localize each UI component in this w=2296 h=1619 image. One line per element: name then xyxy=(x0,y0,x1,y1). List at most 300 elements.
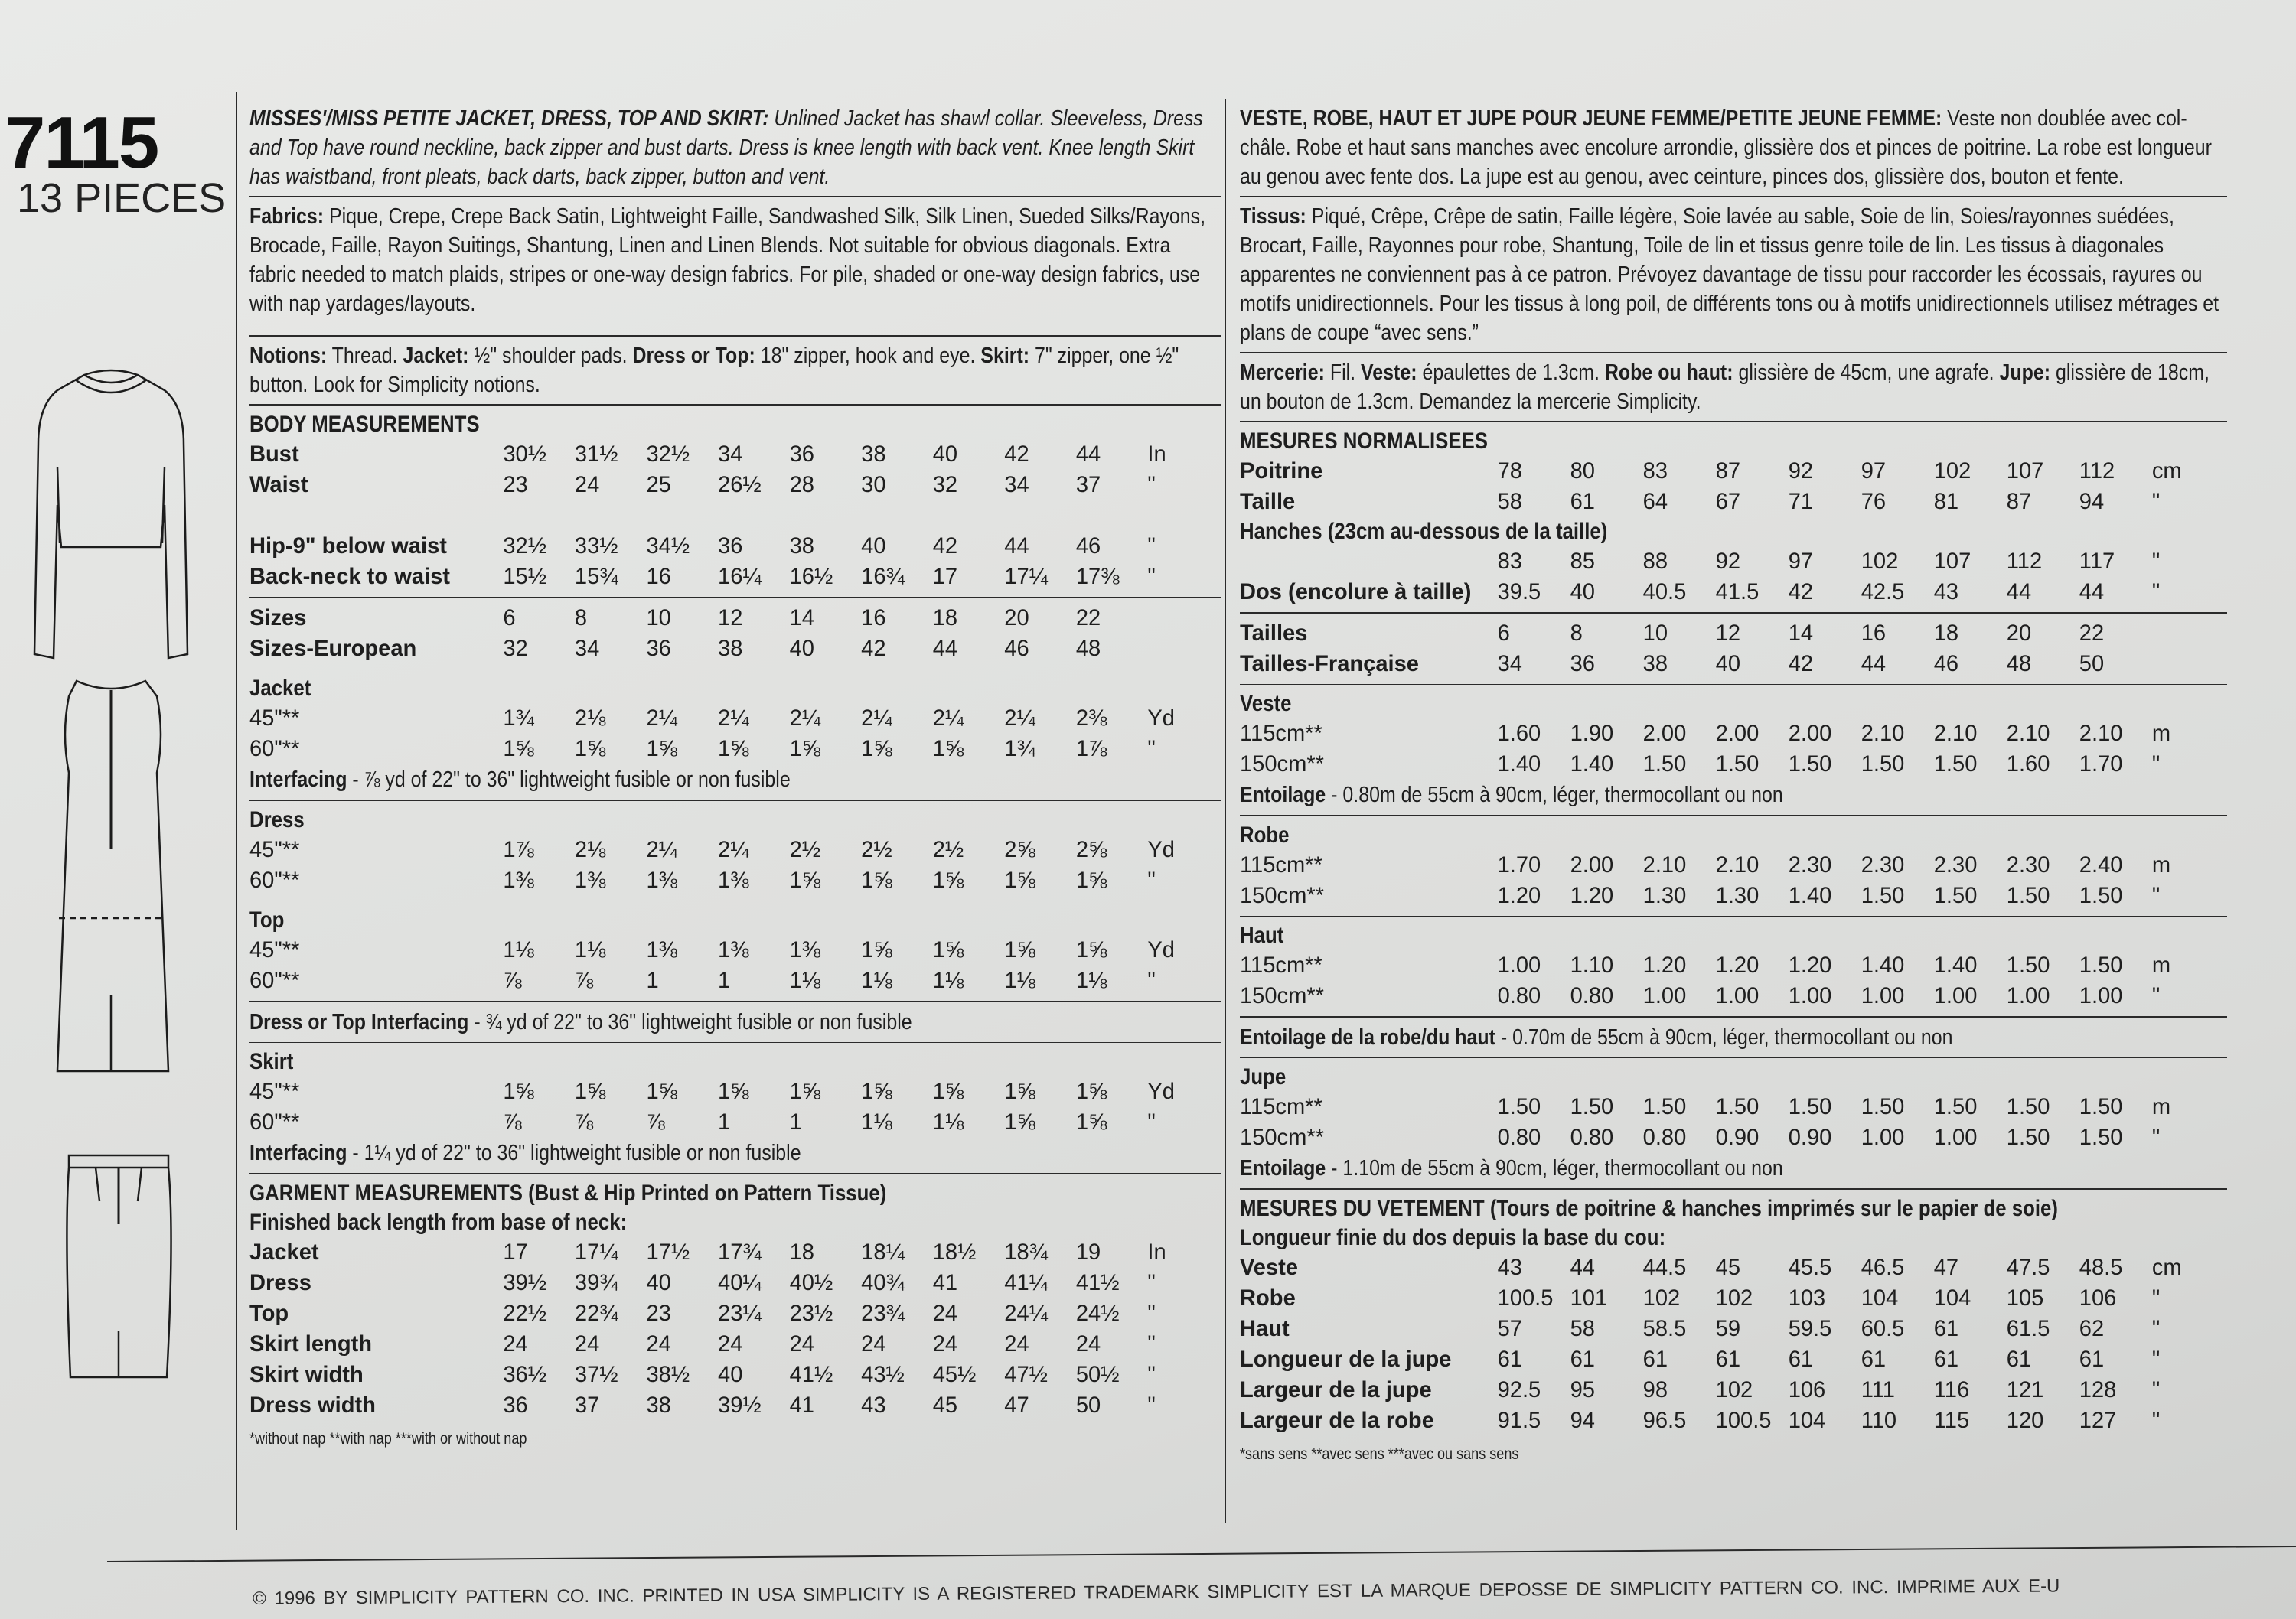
unit-cell: " xyxy=(1147,1300,1156,1326)
table-cell: 44 xyxy=(2006,579,2032,604)
table-cell: 36½ xyxy=(503,1361,546,1387)
table-cell: 47 xyxy=(1004,1392,1029,1418)
table-cell: ⅞ xyxy=(574,1109,594,1135)
table-cell: 44 xyxy=(932,635,958,661)
table-cell: 46.5 xyxy=(1861,1254,1905,1280)
table-cell: 2.00 xyxy=(1715,721,1760,746)
table-cell: 40½ xyxy=(789,1269,833,1295)
fabrics-label-en: Fabrics: xyxy=(249,204,325,229)
table-cell: 14 xyxy=(1788,620,1814,646)
table-cell: 1⅝ xyxy=(574,1079,606,1104)
unit-cell: " xyxy=(1147,867,1156,893)
table-cell: 61.5 xyxy=(2006,1315,2050,1341)
table-cell: 58.5 xyxy=(1642,1315,1687,1341)
table-cell: 1⅝ xyxy=(574,736,606,761)
notions-text-en: Thread. Jacket: ½" shoulder pads. Dress or Top: 18" zipper, hook and eye. Skirt: 7" zipper, one ½" button. Look for Simplicity notions. xyxy=(249,344,1179,397)
table-cell: 1.30 xyxy=(1715,882,1760,908)
table-cell: 0.90 xyxy=(1788,1125,1832,1150)
row-label: 60"** xyxy=(249,736,300,761)
row-label: Largeur de la robe xyxy=(1240,1407,1434,1433)
row-label: Dress xyxy=(249,1269,311,1295)
table-cell: 1.00 xyxy=(1497,953,1541,978)
table-cell: 92 xyxy=(1788,458,1814,484)
row-label: Veste xyxy=(1240,1254,1299,1280)
table-cell: 12 xyxy=(718,604,743,630)
table-cell: 2.30 xyxy=(2006,852,2050,878)
table-cell: 50 xyxy=(1075,1392,1101,1418)
table-cell: 18 xyxy=(789,1239,814,1265)
table-cell: 30½ xyxy=(503,441,546,467)
table-cell: 30 xyxy=(861,472,886,497)
table-cell: 94 xyxy=(2079,489,2105,514)
table-cell: 97 xyxy=(1788,549,1814,574)
table-cell: 36 xyxy=(1570,650,1595,676)
table-row xyxy=(1240,487,2197,517)
table-cell: 1.50 xyxy=(2006,882,2050,908)
table-cell: 36 xyxy=(789,441,814,467)
table-cell: 1.50 xyxy=(1933,1094,1978,1119)
unit-cell: " xyxy=(1147,968,1156,993)
table-cell: 1.50 xyxy=(2079,882,2123,908)
table-cell: 48 xyxy=(1075,635,1101,661)
table-row xyxy=(249,531,1192,562)
dress-yardage-table-fr xyxy=(1240,850,2197,911)
description-title-en: MISSES'/MISS PETITE JACKET, DRESS, TOP AND SKIRT: xyxy=(249,106,769,131)
divider xyxy=(1240,196,2227,197)
table-row xyxy=(249,1268,1192,1298)
table-cell: 37½ xyxy=(574,1361,618,1387)
row-label: Bust xyxy=(249,441,299,467)
fabrics-fr xyxy=(1240,202,2225,347)
table-cell: 44 xyxy=(1004,533,1029,559)
table-cell: 106 xyxy=(2079,1285,2117,1311)
unit-cell: m xyxy=(2151,852,2171,878)
table-cell: 2½ xyxy=(932,836,964,862)
table-row xyxy=(1240,749,2197,780)
table-cell: 42 xyxy=(861,635,886,661)
table-cell: 102 xyxy=(1861,549,1899,574)
divider xyxy=(1240,1057,2227,1059)
table-cell: 32½ xyxy=(503,533,546,559)
table-cell: 23 xyxy=(646,1300,671,1326)
table-cell: 40 xyxy=(646,1269,671,1295)
table-cell: 47½ xyxy=(1004,1361,1048,1387)
table-cell: 2.40 xyxy=(2079,852,2123,878)
table-cell: 1.50 xyxy=(1642,751,1687,777)
table-cell: 0.80 xyxy=(1497,1125,1541,1150)
table-cell: 1.00 xyxy=(1933,1125,1978,1150)
divider xyxy=(1240,684,2227,686)
body-measurements-title-fr: MESURES NORMALISEES xyxy=(1240,428,1488,454)
unit-cell: m xyxy=(2151,721,2171,746)
jacket-title-fr: Veste xyxy=(1240,691,1292,716)
table-row xyxy=(1240,1344,2197,1375)
table-cell: 61 xyxy=(1570,489,1595,514)
garment-measurements-title-fr: MESURES DU VETEMENT (Tours de poitrine & hanches imprimés sur le papier de soie) xyxy=(1240,1195,2059,1221)
divider xyxy=(1240,916,2227,917)
table-cell: 18¼ xyxy=(861,1239,905,1265)
table-cell: 40 xyxy=(932,441,958,467)
unit-cell: cm xyxy=(2151,458,2182,484)
table-cell: 50½ xyxy=(1075,1361,1120,1387)
body-measurements-title-en: BODY MEASUREMENTS xyxy=(249,412,480,437)
table-cell: 102 xyxy=(1933,458,1971,484)
table-cell: 64 xyxy=(1642,489,1668,514)
unit-cell: " xyxy=(2151,882,2161,908)
table-cell: ⅞ xyxy=(503,968,522,993)
table-cell: 106 xyxy=(1788,1376,1826,1402)
table-cell: 43 xyxy=(861,1392,886,1418)
table-cell: 1.60 xyxy=(2006,751,2050,777)
skirt-interfacing-en: Interfacing - 1¼ yd of 22" to 36" lightweight fusible or non fusible xyxy=(249,1141,801,1165)
table-cell: 24 xyxy=(932,1331,958,1357)
divider xyxy=(249,597,1221,598)
table-cell xyxy=(503,500,575,531)
unit-cell: m xyxy=(2151,1094,2171,1119)
table-cell: 61 xyxy=(1642,1346,1668,1372)
row-label: 60"** xyxy=(249,1109,300,1135)
table-cell: 24 xyxy=(861,1331,886,1357)
table-cell: 61 xyxy=(2079,1346,2105,1372)
dress-back-sketch xyxy=(42,673,180,1079)
table-cell: 42 xyxy=(1788,579,1814,604)
unit-cell: " xyxy=(2151,1315,2161,1341)
table-cell: 1.00 xyxy=(2079,983,2123,1008)
skirt-back-sketch xyxy=(54,1140,184,1385)
table-cell: 39.5 xyxy=(1497,579,1541,604)
table-row xyxy=(1240,981,2197,1011)
table-cell: 38 xyxy=(1642,650,1668,676)
table-cell: 42 xyxy=(1788,650,1814,676)
row-label: 115cm** xyxy=(1240,953,1322,978)
unit-cell: " xyxy=(1147,736,1156,761)
table-row xyxy=(1240,1283,2197,1314)
table-cell: 0.90 xyxy=(1715,1125,1760,1150)
top-interfacing-fr: Entoilage de la robe/du haut - 0.70m de 55cm à 90cm, léger, thermocollant ou non xyxy=(1240,1024,1953,1050)
table-cell: 2¼ xyxy=(861,705,892,731)
divider xyxy=(1240,421,2227,422)
table-cell: 2¼ xyxy=(646,836,677,862)
skirt-yardage-table-fr xyxy=(1240,1092,2197,1153)
unit-cell: " xyxy=(1147,1392,1156,1418)
unit-cell: In xyxy=(1147,441,1166,467)
garment-measurements-table-en xyxy=(249,1237,1192,1421)
table-cell: 17¼ xyxy=(1004,564,1048,589)
unit-cell xyxy=(1147,603,1192,634)
table-cell: 1.50 xyxy=(1861,751,1905,777)
table-cell: 1.40 xyxy=(1497,751,1541,777)
copyright-footer: © 1996 BY SIMPLICITY PATTERN CO. INC. PRINTED IN USA SIMPLICITY IS A REGISTERED TRADEMARK SIMPLICITY EST LA MARQUE DEPOSSE DE SIMPLICITY PATTERN CO. INC. IMPRIME AUX E-U xyxy=(253,1575,2060,1609)
column-divider xyxy=(1225,99,1226,1523)
unit-cell: " xyxy=(2151,1125,2161,1150)
table-cell: 23 xyxy=(503,472,528,497)
jacket-yardage-table-en xyxy=(249,703,1192,764)
table-cell: 24½ xyxy=(1075,1300,1120,1326)
table-cell: 107 xyxy=(1933,549,1971,574)
table-cell: 95 xyxy=(1570,1376,1595,1402)
table-cell: 22 xyxy=(2079,620,2105,646)
table-cell: 45.5 xyxy=(1788,1254,1832,1280)
table-cell: 24 xyxy=(932,1300,958,1326)
row-label: Dress width xyxy=(249,1392,376,1418)
table-cell: 1.20 xyxy=(1497,882,1541,908)
table-cell: 40¾ xyxy=(861,1269,905,1295)
table-cell: 1.50 xyxy=(1933,882,1978,908)
table-cell: 20 xyxy=(2006,620,2032,646)
table-cell: 25 xyxy=(646,472,671,497)
table-cell: 1⅝ xyxy=(789,867,821,893)
table-cell: 44 xyxy=(2079,579,2105,604)
table-cell: 16¾ xyxy=(861,564,905,589)
table-cell: 1.90 xyxy=(1570,721,1614,746)
table-cell: 41½ xyxy=(789,1361,833,1387)
table-cell: 40.5 xyxy=(1642,579,1687,604)
table-row xyxy=(249,470,1192,500)
table-cell: 48.5 xyxy=(2079,1254,2123,1280)
table-cell xyxy=(861,500,933,531)
table-cell: 43½ xyxy=(861,1361,905,1387)
unit-cell: " xyxy=(2151,751,2161,777)
table-cell: 2.00 xyxy=(1788,721,1832,746)
top-title-fr: Haut xyxy=(1240,923,1284,948)
table-cell: 2.00 xyxy=(1642,721,1687,746)
table-cell: 1⅛ xyxy=(1004,968,1035,993)
row-label: 150cm** xyxy=(1240,882,1325,908)
table-row xyxy=(249,734,1192,764)
table-cell: 1.50 xyxy=(1861,1094,1905,1119)
table-cell: 1.50 xyxy=(1570,1094,1614,1119)
row-label xyxy=(1240,546,1498,577)
table-cell: 1.70 xyxy=(1497,852,1541,878)
table-cell: 1⅛ xyxy=(861,968,892,993)
table-cell: 2¼ xyxy=(1004,705,1035,731)
table-cell: 1⅝ xyxy=(1075,1079,1107,1104)
table-cell: 87 xyxy=(1715,458,1741,484)
garment-sub-fr: Longueur finie du dos depuis la base du cou: xyxy=(1240,1224,1666,1250)
table-row xyxy=(1240,1092,2197,1122)
table-cell: 1⅝ xyxy=(646,1079,677,1104)
table-cell: 47.5 xyxy=(2006,1254,2050,1280)
table-cell: 1⅝ xyxy=(1004,867,1035,893)
table-cell: 45 xyxy=(1715,1254,1741,1280)
table-cell: 2.00 xyxy=(1570,852,1614,878)
table-cell: 2⅝ xyxy=(1004,836,1035,862)
table-cell: 1 xyxy=(789,1109,802,1135)
table-cell: 1⅝ xyxy=(503,1079,534,1104)
table-row xyxy=(249,500,1192,531)
table-cell: 127 xyxy=(2079,1407,2117,1433)
table-cell: 110 xyxy=(1861,1407,1897,1433)
table-cell: 17 xyxy=(503,1239,528,1265)
table-cell: 36 xyxy=(503,1392,528,1418)
table-row xyxy=(249,1360,1192,1390)
table-cell: 1.20 xyxy=(1715,953,1760,978)
table-cell: 1⅝ xyxy=(1004,937,1035,963)
unit-cell: Yd xyxy=(1147,836,1175,862)
table-row xyxy=(1240,850,2197,881)
table-cell: 44 xyxy=(1570,1254,1595,1280)
table-cell: 24 xyxy=(1004,1331,1029,1357)
table-cell: 121 xyxy=(2006,1376,2044,1402)
table-cell: 41¼ xyxy=(1004,1269,1048,1295)
table-cell: 1⅛ xyxy=(789,968,821,993)
row-label: 60"** xyxy=(249,968,300,993)
table-cell: 2¼ xyxy=(718,836,749,862)
nap-legend-fr: *sans sens **avec sens ***avec ou sans sens xyxy=(1240,1445,1519,1463)
divider xyxy=(249,669,1221,670)
table-cell: 34½ xyxy=(646,533,690,559)
pieces-count: 13 PIECES xyxy=(17,175,227,221)
table-cell: 46 xyxy=(1075,533,1101,559)
table-row xyxy=(249,1077,1192,1107)
table-cell: 104 xyxy=(1788,1407,1826,1433)
table-cell: ⅞ xyxy=(503,1109,522,1135)
table-cell: 34 xyxy=(718,441,743,467)
table-row xyxy=(1240,1122,2197,1153)
table-cell: 24 xyxy=(574,472,600,497)
table-cell: 2¼ xyxy=(718,705,749,731)
table-cell: 6 xyxy=(503,604,516,630)
table-cell: 111 xyxy=(1861,1376,1895,1402)
table-cell: 58 xyxy=(1497,489,1522,514)
table-cell: 1.60 xyxy=(1497,721,1541,746)
table-cell: 1.40 xyxy=(1861,953,1905,978)
table-cell: 98 xyxy=(1642,1376,1668,1402)
row-label: 45"** xyxy=(249,1079,300,1104)
table-cell: 1.00 xyxy=(1933,983,1978,1008)
table-cell: 15½ xyxy=(503,564,546,589)
row-label: 115cm** xyxy=(1240,852,1322,878)
divider xyxy=(249,196,1221,197)
table-cell: 38 xyxy=(646,1392,671,1418)
table-cell: 1⅜ xyxy=(718,937,749,963)
table-cell: 19 xyxy=(1075,1239,1101,1265)
table-cell: 14 xyxy=(789,604,814,630)
table-cell: 1⅜ xyxy=(718,867,749,893)
row-label: Tailles-Française xyxy=(1240,650,1419,676)
table-row xyxy=(249,865,1192,896)
notions-label-fr: Mercerie: xyxy=(1240,360,1325,385)
table-cell: 1.50 xyxy=(1715,751,1760,777)
table-cell: 1⅝ xyxy=(789,1079,821,1104)
table-cell: 2¼ xyxy=(932,705,964,731)
table-cell: 1.00 xyxy=(1861,1125,1905,1150)
table-cell: 1⅝ xyxy=(1004,1109,1035,1135)
table-cell: 1.50 xyxy=(2006,1094,2050,1119)
top-yardage-table-en xyxy=(249,935,1192,996)
table-row xyxy=(249,1390,1192,1421)
divider xyxy=(1240,815,2227,816)
table-cell: 2.30 xyxy=(1861,852,1905,878)
divider xyxy=(249,901,1221,902)
table-cell: 2⅜ xyxy=(1075,705,1107,731)
row-label: 45"** xyxy=(249,937,300,963)
unit-cell xyxy=(1147,634,1192,664)
table-cell: 24 xyxy=(789,1331,814,1357)
table-cell: 1.50 xyxy=(2079,1094,2123,1119)
nap-legend-en: *without nap **with nap ***with or without nap xyxy=(249,1429,527,1448)
body-measurements-table-fr xyxy=(1240,456,2197,517)
table-cell: 40 xyxy=(718,1361,743,1387)
table-row xyxy=(1240,649,2197,679)
table-cell: 18 xyxy=(932,604,958,630)
fabrics-en xyxy=(249,202,1219,318)
table-cell: 40 xyxy=(861,533,886,559)
table-cell: 116 xyxy=(1933,1376,1970,1402)
table-cell: 104 xyxy=(1933,1285,1971,1311)
table-cell: 1.30 xyxy=(1642,882,1687,908)
row-label: Sizes xyxy=(249,604,307,630)
table-cell: 1⅝ xyxy=(932,1079,964,1104)
table-cell: 1⅝ xyxy=(861,1079,892,1104)
table-cell: 15¾ xyxy=(574,564,618,589)
jacket-title-en: Jacket xyxy=(249,676,311,701)
table-cell: 120 xyxy=(2006,1407,2044,1433)
top-yardage-table-fr xyxy=(1240,950,2197,1011)
table-cell: 1.40 xyxy=(1788,882,1832,908)
table-row xyxy=(1240,577,2197,608)
table-row xyxy=(249,562,1192,592)
unit-cell xyxy=(1147,500,1192,531)
divider xyxy=(249,1173,1221,1174)
table-cell: 50 xyxy=(2079,650,2105,676)
table-cell: 31½ xyxy=(574,441,618,467)
row-label: Skirt width xyxy=(249,1361,364,1387)
table-cell: 1⅜ xyxy=(574,867,606,893)
table-cell: 61 xyxy=(1715,1346,1741,1372)
jacket-back-sketch xyxy=(31,360,191,673)
skirt-title-fr: Jupe xyxy=(1240,1064,1287,1090)
table-cell: 16¼ xyxy=(718,564,762,589)
table-cell: 1⅝ xyxy=(861,937,892,963)
table-cell: 41.5 xyxy=(1715,579,1760,604)
table-cell: 1⅛ xyxy=(861,1109,892,1135)
back-row-fr xyxy=(1240,577,2197,608)
jacket-interfacing-fr: Entoilage - 0.80m de 55cm à 90cm, léger, thermocollant ou non xyxy=(1240,783,1783,807)
table-cell: 1⅞ xyxy=(503,836,534,862)
table-cell: 34 xyxy=(574,635,600,661)
table-cell: 1⅝ xyxy=(1075,867,1107,893)
unit-cell: Yd xyxy=(1147,937,1175,963)
table-cell: 18¾ xyxy=(1004,1239,1048,1265)
table-cell: 58 xyxy=(1570,1315,1595,1341)
bottom-rule xyxy=(107,1546,2296,1562)
table-cell: 37 xyxy=(1075,472,1101,497)
table-cell xyxy=(718,500,790,531)
hip-label-fr: Hanches (23cm au-dessous de la taille) xyxy=(1240,519,1608,544)
table-cell: 26½ xyxy=(718,472,762,497)
table-cell: 42.5 xyxy=(1861,579,1905,604)
table-cell: 60.5 xyxy=(1861,1315,1905,1341)
row-label xyxy=(249,500,503,531)
row-label: Back-neck to waist xyxy=(249,564,451,589)
row-label: 150cm** xyxy=(1240,1125,1325,1150)
unit-cell: " xyxy=(2151,1407,2161,1433)
table-cell: 80 xyxy=(1570,458,1595,484)
unit-cell: In xyxy=(1147,1239,1166,1265)
table-cell: 2.10 xyxy=(1933,721,1978,746)
table-cell: 1 xyxy=(646,968,659,993)
table-cell: 1.50 xyxy=(1788,1094,1832,1119)
garment-measurements-title-en: GARMENT MEASUREMENTS (Bust & Hip Printed on Pattern Tissue) xyxy=(249,1180,887,1206)
table-cell: 42 xyxy=(932,533,958,559)
table-cell: 38 xyxy=(789,533,814,559)
table-cell: 33½ xyxy=(574,533,618,559)
row-label: 60"** xyxy=(249,867,300,893)
table-row xyxy=(249,1107,1192,1138)
description-title-fr: VESTE, ROBE, HAUT ET JUPE POUR JEUNE FEMME/PETITE JEUNE FEMME: xyxy=(1240,106,1942,131)
table-cell: 1⅝ xyxy=(861,867,892,893)
